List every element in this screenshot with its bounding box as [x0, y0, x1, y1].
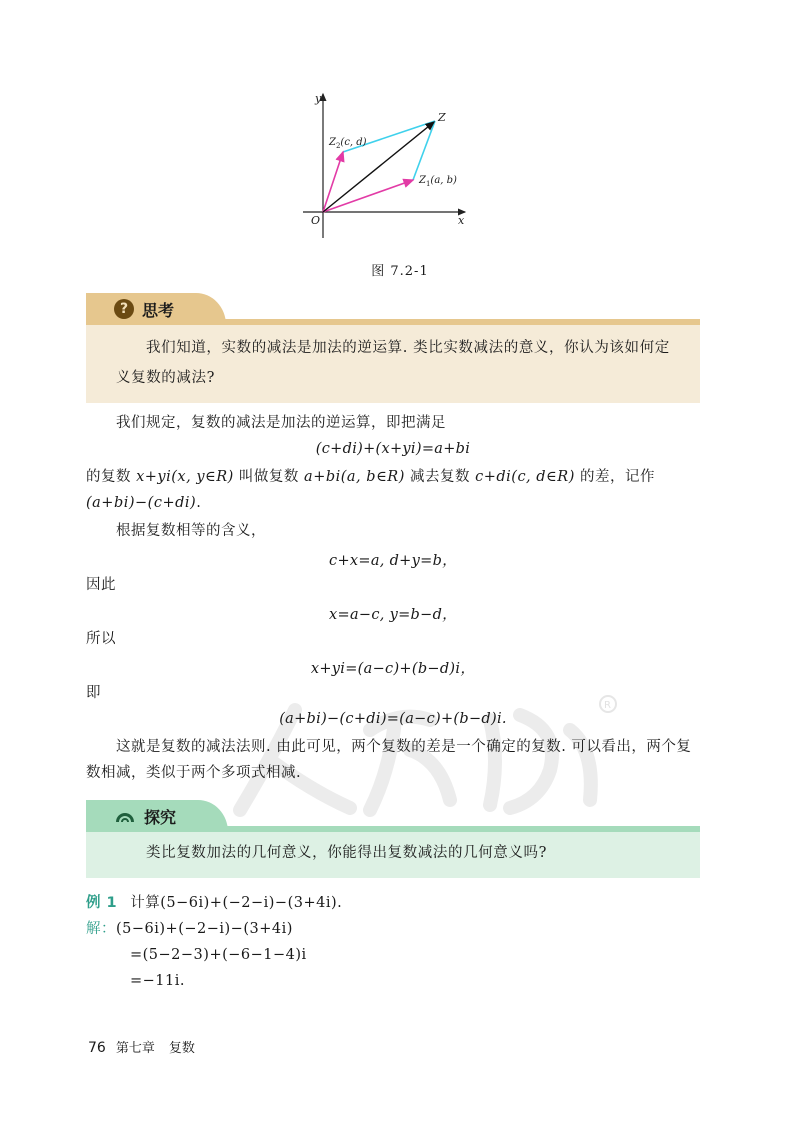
- therefore-word: 因此: [86, 577, 116, 593]
- page-number: 76: [88, 1040, 106, 1056]
- think-tab: [86, 293, 226, 325]
- equation-4: (a+bi)−(c+di)=(a−c)+(b−d)i.: [279, 711, 507, 727]
- think-text: 我们知道，实数的减法是加法的逆运算. 类比实数减法的意义，你认为该如何定义复数的减法?: [86, 325, 700, 403]
- solution-step-1: (5−6i)+(−2−i)−(3+4i): [116, 921, 293, 937]
- ie-word: 即: [86, 685, 101, 701]
- minuend-expr: a+bi(a, b∈R): [304, 469, 405, 485]
- solution-step-3: =−11i.: [130, 973, 185, 989]
- vector-oz1: [323, 180, 413, 212]
- solution-step-2: =(5−2−3)+(−6−1−4)i: [130, 947, 307, 963]
- definition-formula: (c+di)+(x+yi)=a+bi: [315, 441, 471, 457]
- explore-box: [86, 800, 700, 876]
- y-axis-label: y: [315, 92, 322, 105]
- definition-text: 的复数 x+yi(x, y∈R) 叫做复数 a+bi(a, b∈R) 减去复数 c+di(c, d∈R) 的差，记作(a+bi)−(c+di).: [86, 469, 655, 511]
- example-problem: 计算(5−6i)+(−2−i)−(3+4i).: [130, 895, 343, 911]
- think-title: 思考: [142, 300, 175, 320]
- example-label: 例 1: [86, 895, 118, 911]
- definition-intro: 我们规定，复数的减法是加法的逆运算，即把满足: [116, 415, 446, 431]
- equation-1: c+x=a, d+y=b，: [329, 553, 457, 569]
- equation-3: x+yi=(a−c)+(b−d)i，: [310, 661, 476, 677]
- chapter-label: 第七章: [115, 1041, 155, 1056]
- subtrahend-expr: c+di(c, d∈R): [475, 469, 575, 485]
- origin-label: O: [311, 214, 321, 227]
- explore-tab: [86, 800, 228, 832]
- explore-text: 类比复数加法的几何意义，你能得出复数减法的几何意义吗?: [86, 832, 700, 878]
- equality-intro: 根据复数相等的含义，: [116, 523, 266, 539]
- svg-text:Z2(c, d): [328, 137, 367, 150]
- page-footer: [88, 1037, 195, 1056]
- svg-text:Z1(a, b): [418, 175, 457, 188]
- x-axis-label: x: [458, 214, 465, 227]
- point-z2-coords: (c, d): [340, 137, 367, 148]
- explore-title: 探究: [144, 807, 177, 827]
- svg-text:R: R: [604, 700, 611, 711]
- example-1: [86, 890, 700, 916]
- point-z-label: Z: [438, 111, 446, 124]
- so-word: 所以: [86, 631, 116, 647]
- point-z2-sub: 2: [335, 142, 341, 150]
- figure-caption: 图 7.2-1: [371, 264, 429, 279]
- point-z2-label: Z: [329, 137, 336, 148]
- point-z1-sub: 1: [425, 180, 431, 188]
- section-label: 复数: [168, 1041, 195, 1056]
- solution-line-1: [86, 916, 700, 942]
- point-z1-label: Z: [419, 175, 426, 186]
- point-z1-coords: (a, b): [430, 175, 457, 186]
- notation-expr: (a+bi)−(c+di): [86, 495, 197, 511]
- question-icon: ?: [114, 299, 134, 319]
- complex-plane-figure: [295, 88, 480, 248]
- think-box: [86, 293, 700, 391]
- explore-icon: [114, 808, 136, 824]
- difference-expr: x+yi(x, y∈R): [136, 469, 234, 485]
- solution-label: 解：: [86, 921, 116, 937]
- equation-2: x=a−c, y=b−d，: [329, 607, 457, 623]
- subtraction-rule-text: 这就是复数的减法法则. 由此可见，两个复数的差是一个确定的复数. 可以看出，两个复数相减，类似于两个多项式相减.: [86, 739, 692, 781]
